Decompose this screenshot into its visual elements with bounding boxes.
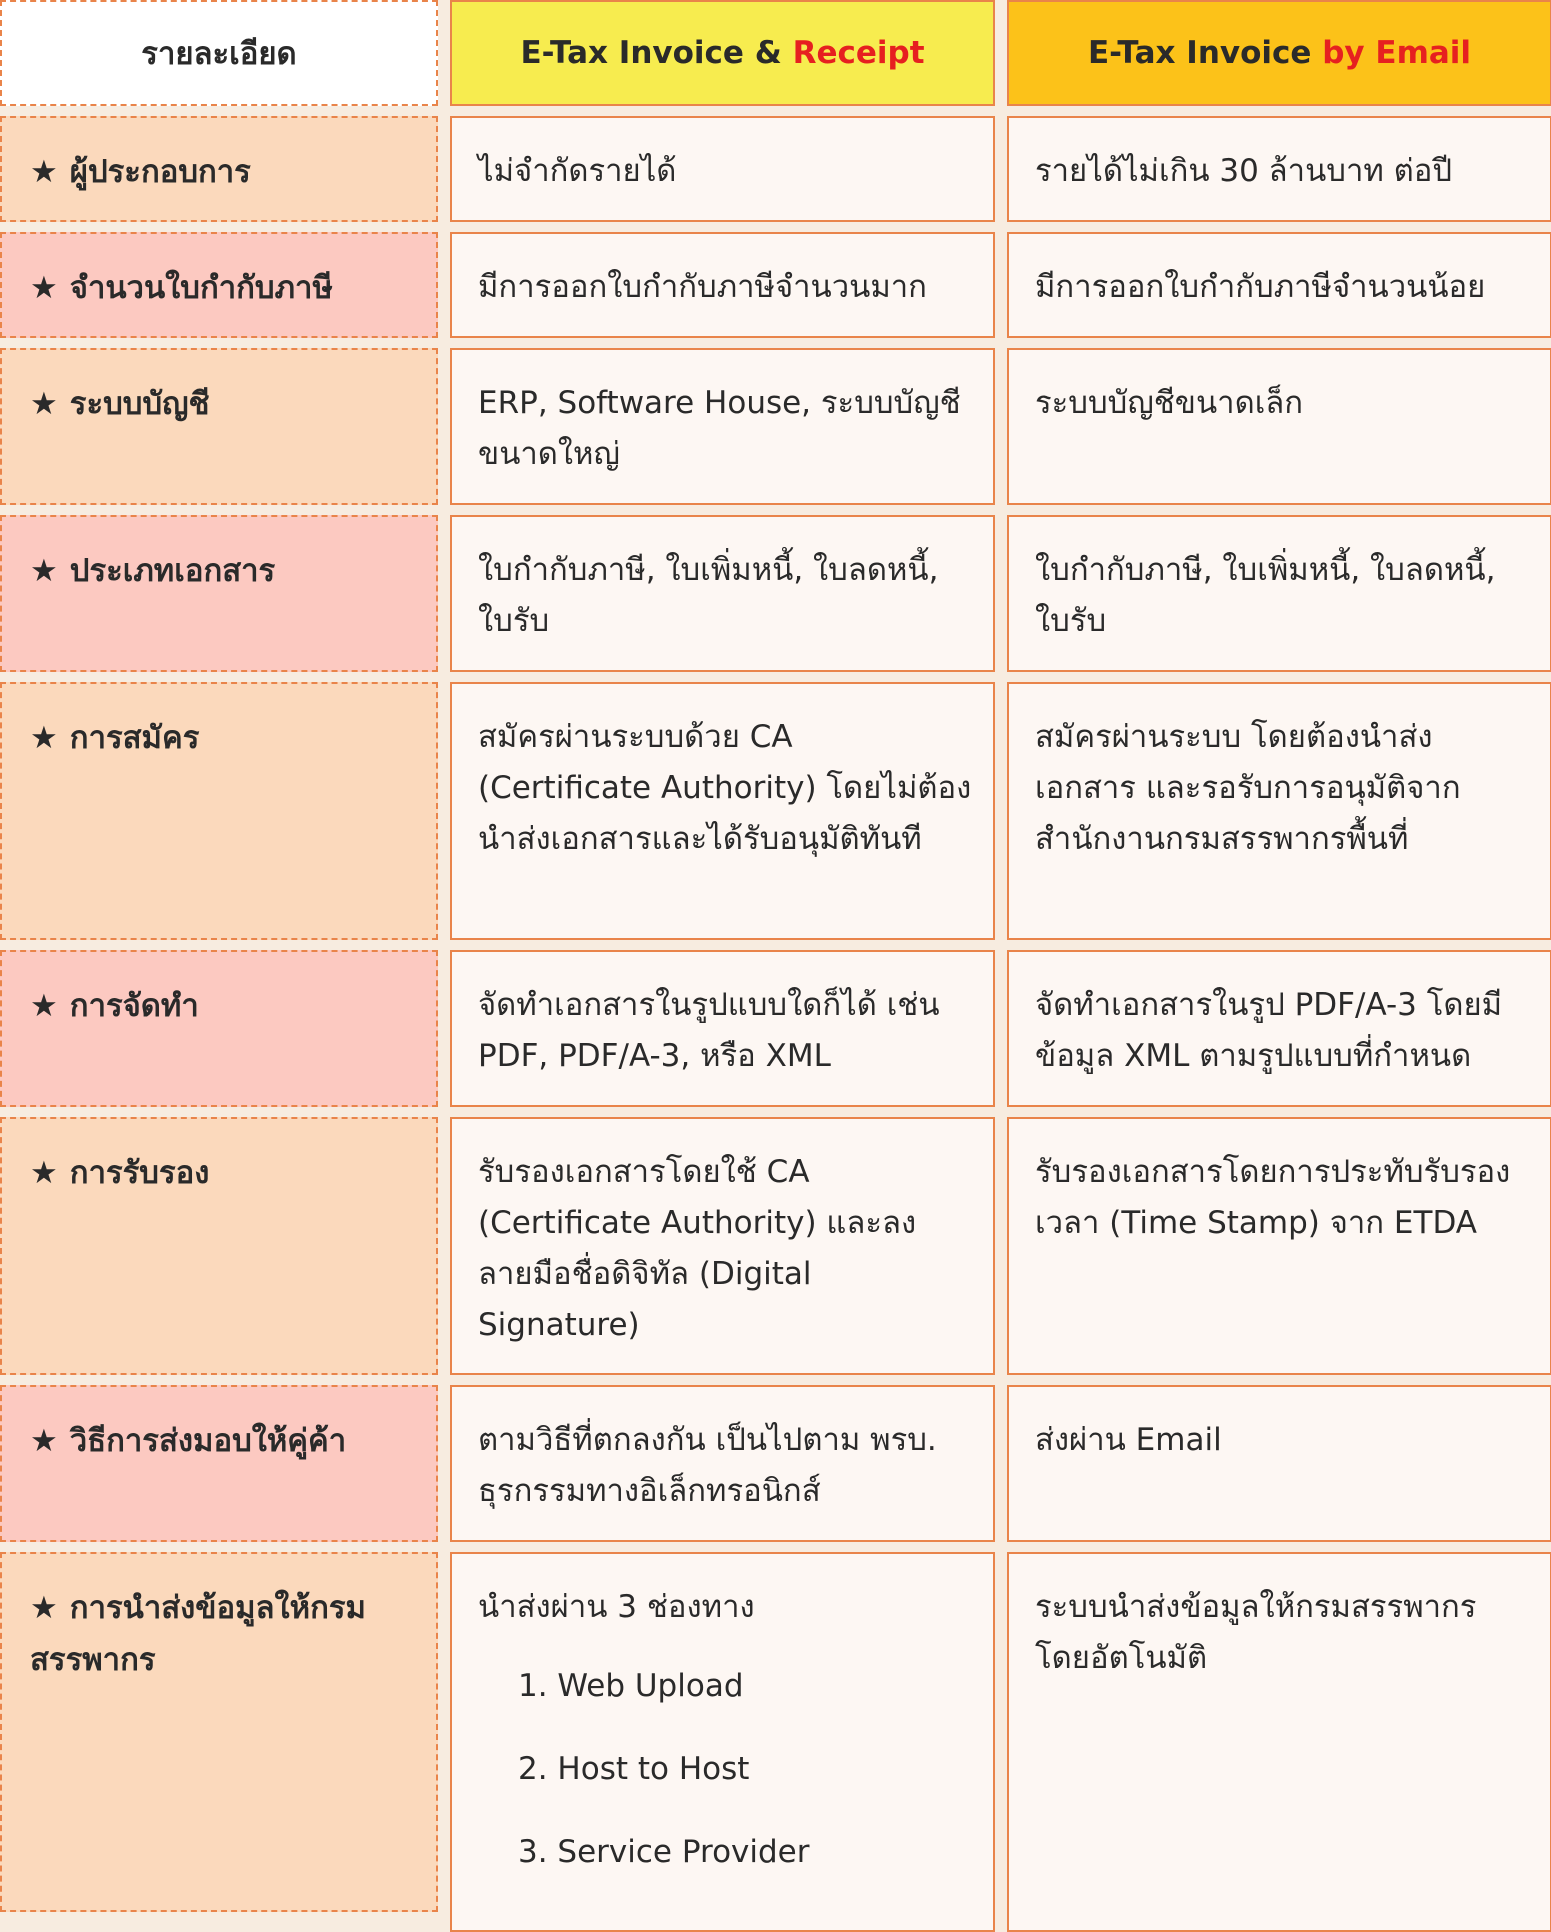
star-icon: ★: [30, 720, 58, 756]
row-value-a: ERP, Software House, ระบบบัญชีขนาดใหญ่: [450, 348, 995, 505]
row-value-b: รายได้ไม่เกิน 30 ล้านบาท ต่อปี: [1007, 116, 1551, 222]
row-value-a: ตามวิธีที่ตกลงกัน เป็นไปตาม พรบ. ธุรกรรมทางอิเล็กทรอนิกส์: [450, 1385, 995, 1542]
row-label: ผู้ประกอบการ: [69, 154, 251, 190]
row-label-cell: [0, 116, 438, 222]
row-label: จำนวนใบกำกับภาษี: [69, 270, 333, 306]
row-label: การจัดทำ: [69, 988, 199, 1024]
header-a-highlight: Receipt: [792, 35, 925, 71]
row-label-cell: [0, 1385, 438, 1542]
header-etax-email: [1007, 0, 1551, 106]
row-value-b: จัดทำเอกสารในรูป PDF/A-3 โดยมีข้อมูล XML ตามรูปแบบที่กำหนด: [1007, 950, 1551, 1107]
row-label: การนำส่งข้อมูลให้กรมสรรพากร: [30, 1590, 366, 1678]
star-icon: ★: [30, 1155, 58, 1191]
row-value-a: รับรองเอกสารโดยใช้ CA (Certificate Authority) และลงลายมือชื่อดิจิทัล (Digital Signature): [450, 1117, 995, 1375]
header-a-prefix: E-Tax Invoice &: [520, 35, 793, 71]
star-icon: ★: [30, 1590, 58, 1626]
row-value-b: มีการออกใบกำกับภาษีจำนวนน้อย: [1007, 232, 1551, 338]
star-icon: ★: [30, 386, 58, 422]
star-icon: ★: [30, 988, 58, 1024]
list-item: 2. Host to Host: [518, 1751, 750, 1787]
row-value-a: สมัครผ่านระบบด้วย CA (Certificate Authority) โดยไม่ต้องนำส่งเอกสารและได้รับอนุมัติทันที: [450, 682, 995, 940]
row-label: วิธีการส่งมอบให้คู่ค้า: [69, 1423, 347, 1459]
row-label-cell: [0, 1552, 438, 1912]
row-value-b: ส่งผ่าน Email: [1007, 1385, 1551, 1542]
row-label: การสมัคร: [69, 720, 200, 756]
row-label: ระบบบัญชี: [69, 386, 210, 422]
row-label-cell: [0, 1117, 438, 1375]
row-label-cell: [0, 515, 438, 672]
row-label-cell: [0, 232, 438, 338]
row-value-a: มีการออกใบกำกับภาษีจำนวนมาก: [450, 232, 995, 338]
header-label: รายละเอียด: [141, 36, 297, 72]
channel-list: [478, 1661, 973, 1878]
header-etax-receipt: [450, 0, 995, 106]
star-icon: ★: [30, 270, 58, 306]
row-value-b: ระบบบัญชีขนาดเล็ก: [1007, 348, 1551, 505]
row-value-a: ไม่จำกัดรายได้: [450, 116, 995, 222]
row-label-cell: [0, 348, 438, 505]
row-label-cell: [0, 950, 438, 1107]
row-value-a: นำส่งผ่าน 3 ช่องทาง 1. Web Upload 2. Host to Host 3. Service Provider: [450, 1552, 995, 1932]
star-icon: ★: [30, 1423, 58, 1459]
row-label-cell: [0, 682, 438, 940]
row-value-a: ใบกำกับภาษี, ใบเพิ่มหนี้, ใบลดหนี้, ใบรับ: [450, 515, 995, 672]
header-b-prefix: E-Tax Invoice: [1087, 35, 1323, 71]
row-value-b: ใบกำกับภาษี, ใบเพิ่มหนี้, ใบลดหนี้, ใบรับ: [1007, 515, 1551, 672]
row-value-b: ระบบนำส่งข้อมูลให้กรมสรรพากรโดยอัตโนมัติ: [1007, 1552, 1551, 1932]
star-icon: ★: [30, 553, 58, 589]
row-value-b: รับรองเอกสารโดยการประทับรับรองเวลา (Time Stamp) จาก ETDA: [1007, 1117, 1551, 1375]
header-b-highlight: by Email: [1322, 35, 1472, 71]
row-label: ประเภทเอกสาร: [69, 553, 276, 589]
header-label-cell: [0, 0, 438, 106]
star-icon: ★: [30, 154, 58, 190]
row-value-b: สมัครผ่านระบบ โดยต้องนำส่งเอกสาร และรอรับการอนุมัติจากสำนักงานกรมสรรพากรพื้นที่: [1007, 682, 1551, 940]
row-label: การรับรอง: [69, 1155, 210, 1191]
list-item: 1. Web Upload: [518, 1668, 744, 1704]
list-item: 3. Service Provider: [518, 1834, 810, 1870]
row-value-a: จัดทำเอกสารในรูปแบบใดก็ได้ เช่น PDF, PDF/A-3, หรือ XML: [450, 950, 995, 1107]
